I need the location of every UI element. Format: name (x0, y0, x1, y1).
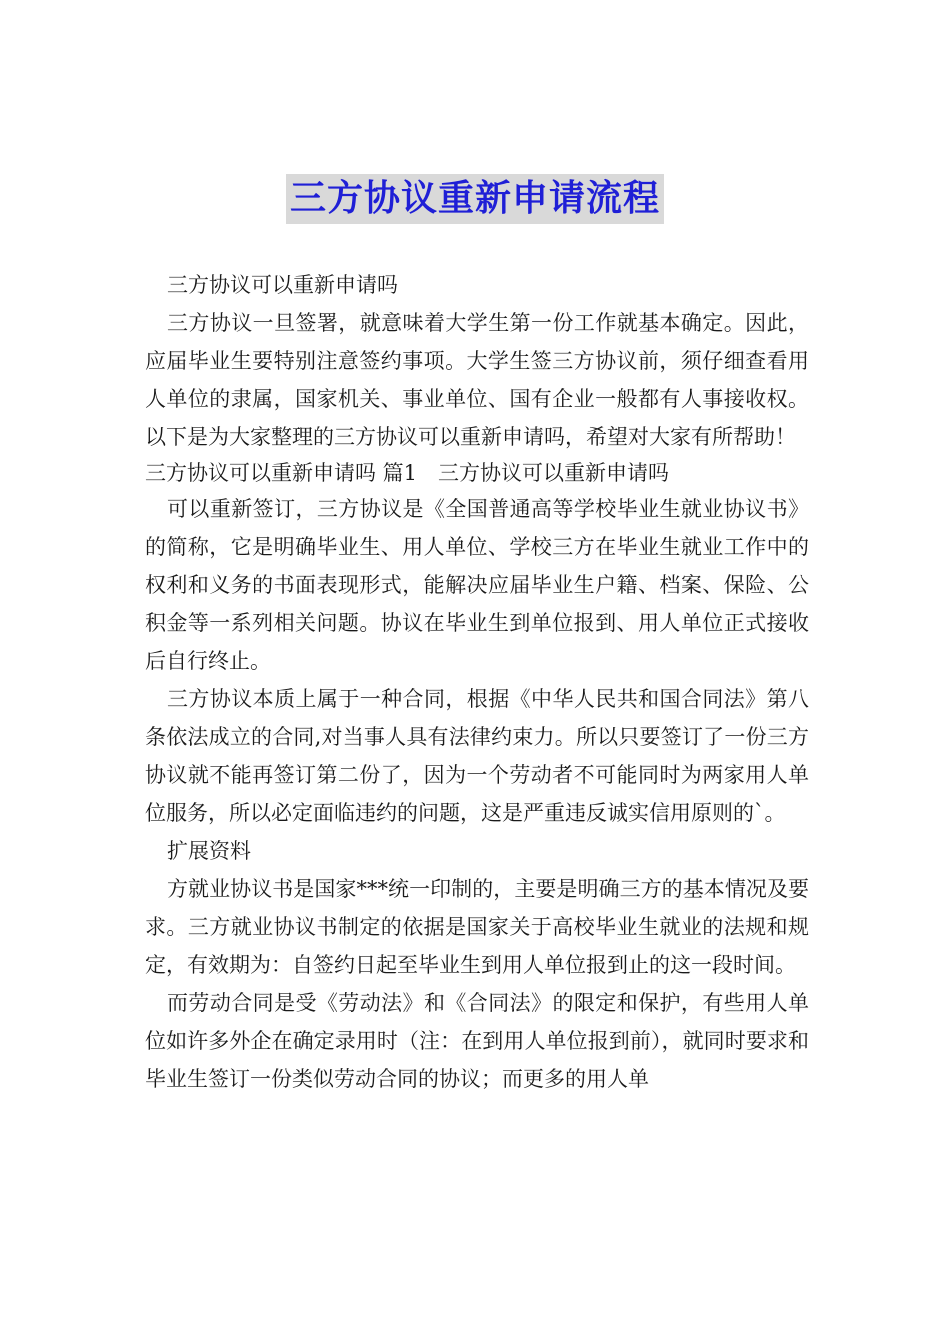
paragraph-extended-heading: 扩展资料 (167, 839, 251, 863)
paragraph-question: 三方协议可以重新申请吗 (167, 273, 398, 297)
title-container (0, 174, 950, 224)
paragraph-answer: 可以重新签订，三方协议是《全国普通高等学校毕业生就业协议书》的简称，它是明确毕业生、用人单位、学校三方在毕业生就业工作中的权利和义务的书面表现形式，能解决应届毕业生户籍、档案、保险、公积金等一系列相关问题。协议在毕业生到单位报到、用人单位正式接收后自行终止。 (145, 497, 809, 673)
paragraph-contract-nature: 三方协议本质上属于一种合同，根据《中华人民共和国合同法》第八条依法成立的合同,对当事人具有法律约束力。所以只要签订了一份三方协议就不能再签订第二份了，因为一个劳动者不可能同时为两家用人单位服务，所以必定面临违约的问题，这是严重违反诚实信用原则的`。 (145, 687, 809, 825)
paragraph-extended-content: 方就业协议书是国家***统一印制的，主要是明确三方的基本情况及要求。三方就业协议书制定的依据是国家关于高校毕业生就业的法规和规定，有效期为：自签约日起至毕业生到用人单位报到止的这一段时间。 (145, 877, 809, 977)
paragraph-intro: 三方协议一旦签署，就意味着大学生第一份工作就基本确定。因此，应届毕业生要特别注意签约事项。大学生签三方协议前，须仔细查看用人单位的隶属，国家机关、事业单位、国有企业一般都有人事接收权。以下是为大家整理的三方协议可以重新申请吗，希望对大家有所帮助！ (145, 311, 809, 449)
document-body (145, 266, 809, 1098)
paragraph-labor-contract: 而劳动合同是受《劳动法》和《合同法》的限定和保护，有些用人单位如许多外企在确定录用时（注：在到用人单位报到前），就同时要求和毕业生签订一份类似劳动合同的协议；而更多的用人单 (145, 991, 809, 1091)
paragraph-section-heading: 三方协议可以重新申请吗 篇1 三方协议可以重新申请吗 (145, 461, 670, 485)
document-title: 三方协议重新申请流程 (286, 174, 664, 224)
